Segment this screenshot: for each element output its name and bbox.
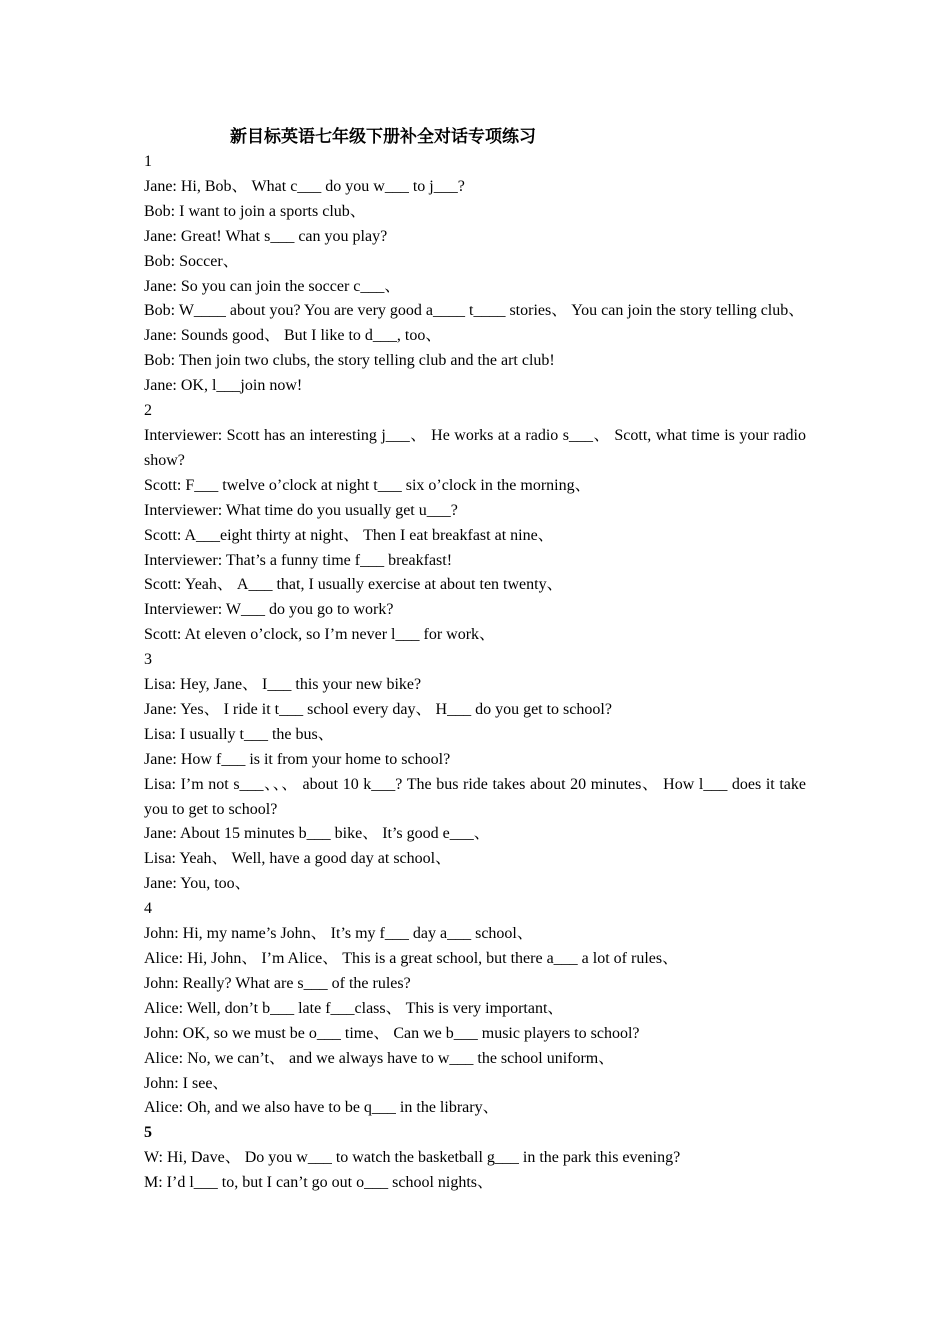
section-number: 4 bbox=[144, 900, 152, 918]
dialogue-line: Interviewer: That’s a funny time f___ breakfast! bbox=[144, 551, 453, 569]
dialogue-line: M: I’d l___ to, but I can’t go out o___ school nights、 bbox=[144, 1174, 494, 1192]
dialogue-line: Jane: How f___ is it from your home to school? bbox=[144, 750, 451, 768]
dialogue-line: Jane: Sounds good、 But I like to d___, too、 bbox=[144, 327, 442, 345]
dialogue-line: W: Hi, Dave、 Do you w___ to watch the basketball g___ in the park this evening? bbox=[144, 1149, 681, 1167]
dialogue-line: Jane: So you can join the soccer c___、 bbox=[144, 277, 401, 295]
dialogue-line: Alice: Hi, John、 I’m Alice、 This is a great school, but there a___ a lot of rules、 bbox=[144, 950, 679, 967]
exercise-section bbox=[144, 1121, 806, 1196]
dialogue-line: Scott: Yeah、 A___ that, I usually exercise at about ten twenty、 bbox=[144, 576, 563, 594]
section-number: 5 bbox=[144, 1124, 152, 1142]
section-number: 3 bbox=[144, 651, 152, 669]
dialogue-line: John: Really? What are s___ of the rules? bbox=[144, 974, 411, 992]
dialogue-line: Jane: Great! What s___ can you play? bbox=[144, 227, 388, 245]
dialogue-line: Scott: At eleven o’clock, so I’m never l___ for work、 bbox=[144, 626, 496, 644]
dialogue-line: Scott: F___ twelve o’clock at night t___ six o’clock in the morning、 bbox=[144, 476, 591, 494]
exercise-sections bbox=[144, 150, 806, 1196]
dialogue-line: Jane: Yes、 I ride it t___ school every day、 H___ do you get to school? bbox=[144, 700, 612, 718]
dialogue-line: Jane: About 15 minutes b___ bike、 It’s good e___、 bbox=[144, 825, 490, 843]
exercise-section bbox=[144, 150, 806, 399]
section-number: 2 bbox=[144, 402, 152, 420]
dialogue-line: Bob: Then join two clubs, the story telling club and the art club! bbox=[144, 352, 555, 370]
dialogue-line: Lisa: Yeah、 Well, have a good day at school、 bbox=[144, 850, 452, 868]
dialogue-line: Lisa: Hey, Jane、 I___ this your new bike? bbox=[144, 676, 422, 694]
dialogue-line: John: OK, so we must be o___ time、 Can we b___ music players to school? bbox=[144, 1024, 640, 1042]
exercise-section bbox=[144, 897, 806, 1121]
dialogue-line: Bob: Soccer、 bbox=[144, 252, 239, 270]
section-number: 1 bbox=[144, 153, 152, 170]
dialogue-line: Scott: A___eight thirty at night、 Then I eat breakfast at nine、 bbox=[144, 526, 554, 544]
dialogue-line: Bob: I want to join a sports club、 bbox=[144, 202, 366, 220]
exercise-section bbox=[144, 399, 806, 648]
dialogue-line: Interviewer: W___ do you go to work? bbox=[144, 601, 394, 619]
dialogue-line: Bob: W____ about you? You are very good a____ t____ stories、 You can join the story telling club、 bbox=[144, 302, 805, 320]
document-page bbox=[144, 124, 806, 1196]
dialogue-line: Interviewer: What time do you usually get u___? bbox=[144, 501, 458, 519]
dialogue-line: Jane: OK, l___join now! bbox=[144, 377, 303, 395]
dialogue-line: Interviewer: Scott has an interesting j___、 He works at a radio s___、 Scott, what time is your radio show? bbox=[144, 426, 806, 469]
exercise-section bbox=[144, 648, 806, 897]
dialogue-line: John: Hi, my name’s John、 It’s my f___ day a___ school、 bbox=[144, 925, 533, 943]
dialogue-line: John: I see、 bbox=[144, 1074, 229, 1092]
dialogue-line: Jane: Hi, Bob、 What c___ do you w___ to j___? bbox=[144, 177, 465, 195]
document-title: 新目标英语七年级下册补全对话专项练习 bbox=[230, 127, 536, 147]
dialogue-line: Alice: Oh, and we also have to be q___ in the library、 bbox=[144, 1099, 499, 1117]
dialogue-line: Alice: No, we can’t、 and we always have to w___ the school uniform、 bbox=[144, 1049, 615, 1067]
dialogue-line: Lisa: I usually t___ the bus、 bbox=[144, 725, 334, 743]
dialogue-line: Jane: You, too、 bbox=[144, 875, 251, 893]
dialogue-line: Lisa: I’m not s___、、、 about 10 k___? The bus ride takes about 20 minutes、 How l___ does it take you to get to school? bbox=[144, 775, 806, 818]
dialogue-line: Alice: Well, don’t b___ late f___class、 This is very important、 bbox=[144, 999, 564, 1017]
